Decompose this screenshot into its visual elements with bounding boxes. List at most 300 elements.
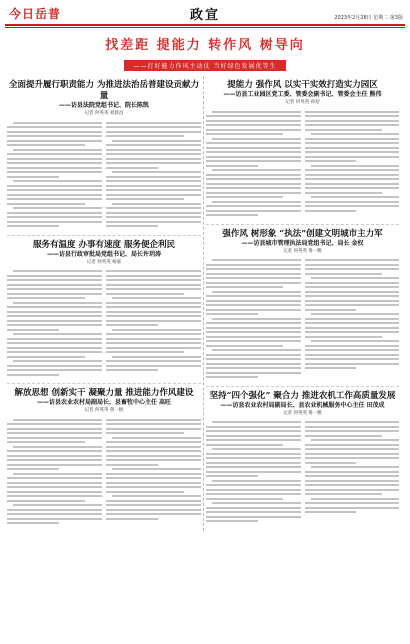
text-line [206, 372, 301, 374]
text-line [7, 293, 102, 295]
article-body [206, 257, 399, 381]
text-line [212, 349, 301, 351]
text-line [311, 196, 400, 198]
text-line [206, 124, 301, 126]
text-line [106, 347, 201, 349]
text-line [305, 210, 357, 212]
text-line [7, 153, 102, 155]
text-line [106, 198, 184, 200]
text-line [106, 284, 201, 286]
text-line [305, 259, 400, 261]
text-line [206, 277, 301, 279]
text-line [311, 313, 400, 315]
text-line [206, 340, 301, 342]
text-line [7, 212, 102, 214]
text-line [106, 315, 201, 317]
text-line [106, 135, 184, 137]
text-line [106, 194, 201, 196]
text-line [7, 131, 102, 133]
text-line [206, 115, 301, 117]
text-line [7, 311, 102, 313]
text-line [206, 178, 301, 180]
text-line [305, 286, 400, 288]
text-line [7, 432, 102, 434]
text-line [7, 194, 102, 196]
text-line [206, 214, 258, 216]
article-body [206, 108, 399, 219]
text-line [7, 275, 102, 277]
text-line [305, 160, 357, 162]
text-line [311, 340, 400, 342]
text-line [106, 477, 201, 479]
text-line [7, 126, 102, 128]
text-line [7, 203, 85, 205]
article-byline: 记者 何英英 鲁一帆 [283, 410, 322, 416]
text-line [206, 489, 301, 491]
text-line [106, 207, 201, 209]
text-line [13, 504, 102, 506]
text-line [7, 338, 102, 340]
text-line [106, 122, 201, 124]
text-line [7, 374, 59, 376]
text-line [106, 131, 201, 133]
text-line [305, 192, 382, 194]
text-line [206, 129, 301, 131]
text-line [106, 279, 201, 281]
text-line [206, 453, 301, 455]
text-line [7, 198, 102, 200]
article-headline: 坚持“四个强化” 聚合力 推进农机工作高质量发展 [209, 390, 396, 401]
text-line [206, 210, 301, 212]
text-line [13, 419, 102, 421]
article-subhead: ——访县工业园区党工委、管委会副书记、管委会主任 熊伟 [223, 91, 382, 98]
text-line [106, 432, 184, 434]
article [7, 80, 201, 230]
text-line [305, 115, 400, 117]
body-column [106, 416, 201, 527]
text-line [106, 275, 201, 277]
text-line [305, 174, 400, 176]
text-line [112, 171, 201, 173]
masthead-rule [5, 24, 405, 26]
text-line [106, 473, 201, 475]
text-line [7, 288, 102, 290]
text-line [7, 509, 102, 511]
text-line [7, 450, 102, 452]
article-divider [7, 235, 201, 236]
text-line [206, 151, 301, 153]
text-line [106, 185, 201, 187]
article-divider [206, 386, 399, 387]
text-line [7, 495, 102, 497]
text-line [305, 480, 400, 482]
text-line [106, 491, 184, 493]
text-line [311, 165, 400, 167]
text-line [106, 459, 201, 461]
text-line [305, 169, 400, 171]
body-column [106, 268, 201, 379]
text-line [106, 486, 201, 488]
text-line [206, 304, 301, 306]
text-line [106, 270, 201, 272]
text-line [206, 300, 301, 302]
text-line [206, 462, 301, 464]
text-line [305, 156, 400, 158]
text-line [305, 484, 400, 486]
text-line [7, 320, 102, 322]
text-line [311, 439, 400, 441]
text-line [7, 171, 102, 173]
text-line [206, 516, 301, 518]
text-line [106, 518, 158, 520]
text-line [305, 309, 357, 311]
text-line [7, 437, 102, 439]
text-line [305, 426, 400, 428]
text-line [305, 129, 382, 131]
text-line [305, 304, 400, 306]
text-line [206, 358, 301, 360]
text-line [206, 363, 301, 365]
article-headline: 解放思想 创新实干 凝聚力量 推进能力作风建设 [14, 388, 194, 398]
body-column [305, 108, 400, 219]
text-line [106, 189, 201, 191]
text-line [106, 212, 201, 214]
text-line [106, 351, 184, 353]
text-line [305, 183, 400, 185]
text-line [206, 484, 301, 486]
text-line [206, 457, 301, 459]
text-line [206, 475, 258, 477]
text-line [112, 356, 201, 358]
article-subhead: ——访县农业农村局副局长、县农业机械服务中心主任 田茂成 [220, 401, 385, 409]
text-line [112, 495, 201, 497]
text-line [106, 513, 201, 515]
issue-date: 2023年2月28日 星期二 第3版 [334, 15, 403, 21]
text-line [305, 358, 400, 360]
text-line [7, 135, 102, 137]
text-line [106, 446, 201, 448]
text-line [305, 336, 382, 338]
article [7, 388, 201, 527]
article-byline: 记者 何英英 孙迎 [285, 100, 320, 105]
text-line [106, 419, 201, 421]
text-line [106, 423, 201, 425]
left-column [5, 76, 203, 531]
text-line [7, 185, 102, 187]
text-line [7, 279, 102, 281]
text-line [206, 196, 283, 198]
text-line [206, 133, 283, 135]
text-line [7, 513, 102, 515]
text-line [206, 147, 301, 149]
text-line [206, 336, 301, 338]
text-line [106, 360, 201, 362]
text-line [7, 356, 85, 358]
text-line [305, 448, 400, 450]
text-line [305, 489, 400, 491]
body-column [106, 119, 201, 230]
text-line [206, 498, 283, 500]
text-line [206, 493, 301, 495]
text-line [7, 221, 102, 223]
text-line [305, 322, 400, 324]
text-line [7, 455, 102, 457]
text-line [305, 327, 400, 329]
text-line [305, 268, 400, 270]
text-line [305, 349, 400, 351]
article [206, 80, 399, 219]
text-line [206, 331, 301, 333]
text-line [106, 216, 201, 218]
text-line [305, 147, 400, 149]
text-line [7, 347, 102, 349]
text-line [106, 225, 158, 227]
text-line [305, 502, 400, 504]
section-title: 政宣 [189, 8, 220, 23]
text-line [212, 201, 301, 203]
text-line [7, 482, 102, 484]
text-line [305, 507, 400, 509]
right-column [203, 76, 401, 531]
text-line [212, 169, 301, 171]
text-line [305, 318, 400, 320]
article-subhead: ——访县行政审批局党组书记、局长许玥涛 [46, 250, 161, 258]
text-line [7, 468, 59, 470]
body-column [206, 108, 301, 219]
text-line [206, 187, 301, 189]
text-line [206, 439, 301, 441]
text-line [106, 369, 158, 371]
text-line [13, 207, 102, 209]
article-byline: 记者 何英英 鲁一帆 [283, 248, 322, 254]
article-byline: 记者 何英英 杨嘉 [86, 259, 122, 265]
text-line [305, 124, 400, 126]
text-line [212, 259, 301, 261]
text-line [305, 363, 400, 365]
body-column [7, 268, 102, 379]
article-headline: 服务有温度 办事有速度 服务便企利民 [33, 239, 175, 250]
text-line [106, 428, 201, 430]
text-line [106, 324, 158, 326]
text-line [206, 435, 301, 437]
text-line [305, 345, 400, 347]
text-line [305, 187, 400, 189]
text-line [212, 502, 301, 504]
text-line [212, 480, 301, 482]
text-line [305, 511, 357, 513]
text-line [305, 457, 400, 459]
article-headline: 提能力 强作风 以实干实效打造实力园区 [227, 80, 378, 90]
text-line [212, 318, 301, 320]
text-line [13, 149, 102, 151]
text-line [212, 448, 301, 450]
text-line [305, 264, 400, 266]
text-line [305, 295, 400, 297]
text-line [311, 277, 400, 279]
text-line [206, 174, 301, 176]
text-line [106, 342, 201, 344]
text-line [7, 500, 85, 502]
newspaper-logo: 今日岳普 [9, 7, 62, 21]
text-line [13, 360, 102, 362]
text-line [206, 183, 301, 185]
text-line [7, 522, 59, 524]
text-line [13, 122, 102, 124]
text-line [7, 176, 59, 178]
article-subhead: ——访县城市管理执法局党组书记、局长 金权 [241, 239, 364, 247]
text-line [311, 133, 400, 135]
text-line [13, 333, 102, 335]
text-line [305, 138, 400, 140]
text-line [305, 300, 400, 302]
text-line [13, 446, 102, 448]
text-line [106, 500, 201, 502]
text-line [305, 453, 400, 455]
text-line [212, 291, 301, 293]
text-line [106, 365, 201, 367]
text-line [212, 138, 301, 140]
text-line [106, 306, 201, 308]
text-line [106, 167, 158, 169]
text-line [206, 286, 283, 288]
text-line [112, 297, 201, 299]
text-line [305, 151, 400, 153]
body-column [7, 119, 102, 230]
text-line [305, 282, 400, 284]
text-line [106, 504, 201, 506]
text-line [7, 464, 102, 466]
text-line [106, 144, 201, 146]
text-line [106, 176, 201, 178]
text-line [305, 367, 357, 369]
text-line [206, 282, 301, 284]
text-line [112, 140, 201, 142]
text-line [7, 491, 102, 493]
text-line [7, 144, 85, 146]
text-line [206, 273, 301, 275]
text-line [112, 468, 201, 470]
masthead-rule-thin [5, 27, 405, 28]
text-line [206, 192, 301, 194]
text-line [305, 471, 400, 473]
text-line [112, 203, 201, 205]
text-line [206, 160, 301, 162]
body-column [305, 257, 400, 381]
article-subhead: ——访县农业农村局副局长、县畜牧中心主任 高旺 [36, 399, 172, 406]
text-line [106, 149, 201, 151]
text-line [311, 498, 400, 500]
article-body [7, 119, 201, 230]
body-column [206, 257, 301, 381]
text-line [106, 333, 201, 335]
article-headline: 强作风 树形象 “执法”创建文明城市主力军 [222, 228, 383, 239]
body-column [206, 419, 301, 525]
text-line [7, 342, 102, 344]
text-line [305, 111, 400, 113]
text-line [106, 288, 201, 290]
banner-title: 找差距 提能力 转作风 树导向 [105, 38, 305, 53]
text-line [212, 111, 301, 113]
text-line [106, 221, 201, 223]
text-line [106, 153, 201, 155]
article-byline: 记者 何英英 鲁一帆 [84, 408, 124, 413]
text-line [206, 264, 301, 266]
text-line [106, 450, 201, 452]
text-line [13, 302, 102, 304]
text-line [305, 354, 400, 356]
text-line [311, 466, 400, 468]
body-column [7, 416, 102, 527]
text-line [206, 345, 283, 347]
text-line [305, 475, 400, 477]
text-line [305, 142, 400, 144]
text-line [7, 428, 102, 430]
text-line [112, 329, 201, 331]
text-line [305, 120, 400, 122]
text-line [13, 473, 102, 475]
article-divider [206, 224, 399, 225]
text-line [206, 327, 301, 329]
text-line [206, 295, 301, 297]
masthead [5, 2, 405, 22]
text-line [206, 309, 301, 311]
text-line [305, 444, 400, 446]
text-line [7, 441, 85, 443]
text-line [7, 158, 102, 160]
text-line [206, 471, 301, 473]
text-line [7, 369, 102, 371]
text-line [206, 520, 258, 522]
text-line [7, 306, 102, 308]
text-line [305, 201, 400, 203]
text-line [7, 477, 102, 479]
text-line [305, 421, 400, 423]
article-body [7, 416, 201, 527]
text-line [206, 354, 301, 356]
article-divider [7, 383, 201, 384]
text-line [305, 273, 382, 275]
text-line [7, 518, 102, 520]
text-line [7, 216, 102, 218]
article-body [206, 419, 399, 525]
text-line [206, 268, 301, 270]
text-line [112, 437, 201, 439]
text-line [106, 302, 201, 304]
text-line [106, 455, 201, 457]
text-line [206, 120, 301, 122]
text-line [305, 291, 400, 293]
text-line [305, 178, 400, 180]
body-column [305, 419, 400, 525]
text-line [206, 444, 283, 446]
text-line [13, 180, 102, 182]
article [206, 391, 399, 525]
article-subhead: ——访县法院党组书记、院长陈凯 [58, 102, 149, 109]
text-line [206, 511, 301, 513]
text-line [106, 311, 201, 313]
article [7, 240, 201, 379]
text-line [13, 270, 102, 272]
text-line [206, 466, 301, 468]
banner-subtitle: ——打好能力作风主动仗 当好绿色发展优等生 [124, 60, 287, 71]
text-line [212, 421, 301, 423]
text-line [206, 156, 301, 158]
text-line [206, 367, 301, 369]
text-line [7, 486, 102, 488]
text-line [106, 162, 201, 164]
text-line [7, 459, 102, 461]
text-line [206, 142, 301, 144]
